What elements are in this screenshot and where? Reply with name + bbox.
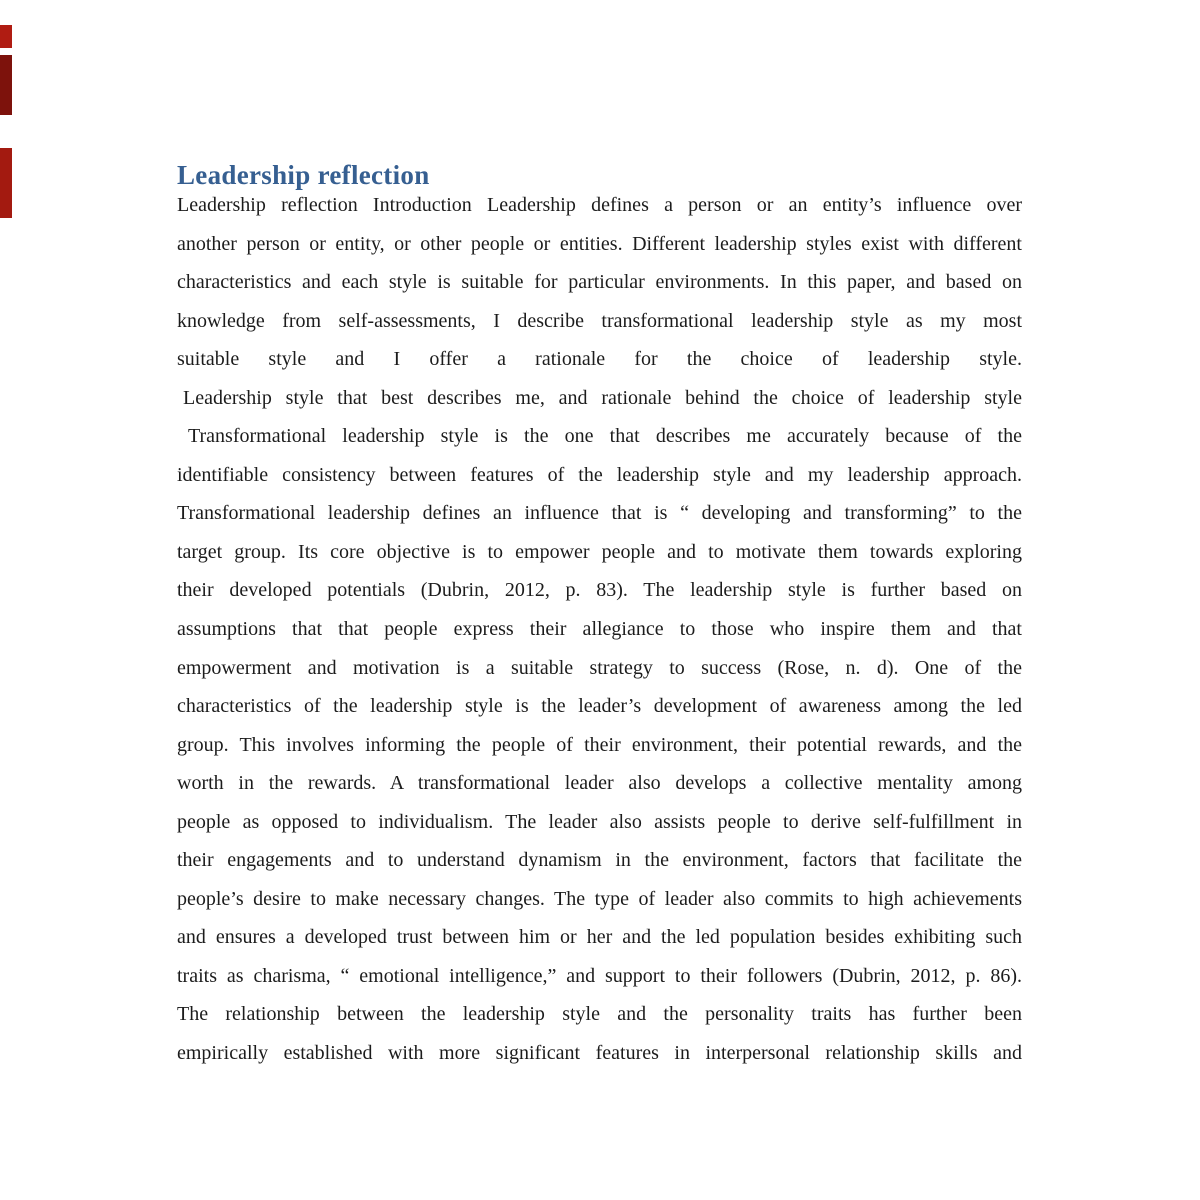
paragraph-line: identifiable consistency between features of the leadership style and my leadership approach.: [177, 463, 1022, 486]
paragraph-line: empirically established with more significant features in interpersonal relationship skills and: [177, 1042, 1022, 1065]
paragraph-line: worth in the rewards. A transformational leader also develops a collective mentality among: [177, 772, 1022, 795]
paragraph-line: Leadership reflection Introduction Leadership defines a person or an entity’s influence over: [177, 194, 1022, 216]
paragraph-line: and ensures a developed trust between him or her and the led population besides exhibiting such: [177, 926, 1022, 949]
paragraph-line: people as opposed to individualism. The leader also assists people to derive self-fulfillment in: [177, 810, 1022, 833]
paragraph-line: their engagements and to understand dynamism in the environment, factors that facilitate the: [177, 849, 1022, 872]
red-edge-mark: [0, 25, 12, 48]
paragraph-line: empowerment and motivation is a suitable strategy to success (Rose, n. d). One of the: [177, 656, 1022, 679]
paragraph-line: Transformational leadership defines an influence that is “ developing and transforming” to the: [177, 502, 1022, 525]
paragraph-line: assumptions that that people express their allegiance to those who inspire them and that: [177, 618, 1022, 641]
paragraph-line: The relationship between the leadership style and the personality traits has further been: [177, 1003, 1022, 1026]
paragraph-line: suitable style and I offer a rationale for the choice of leadership style.: [177, 348, 1022, 371]
paragraph-line: Leadership style that best describes me, and rationale behind the choice of leadership style: [183, 386, 1022, 409]
paragraph-line: characteristics of the leadership style is the leader’s development of awareness among the led: [177, 695, 1022, 718]
paragraph-line: group. This involves informing the people of their environment, their potential rewards, and the: [177, 733, 1022, 756]
paragraph-line: knowledge from self-assessments, I describe transformational leadership style as my most: [177, 309, 1022, 332]
paragraph-line: target group. Its core objective is to empower people and to motivate them towards exploring: [177, 540, 1022, 563]
paragraph-line: characteristics and each style is suitable for particular environments. In this paper, and based on: [177, 271, 1022, 294]
paragraph-line: traits as charisma, “ emotional intelligence,” and support to their followers (Dubrin, 2012, p. 86).: [177, 964, 1022, 987]
red-edge-mark: [0, 148, 12, 218]
page-title: Leadership reflection: [177, 160, 430, 191]
body-paragraph: [177, 186, 1022, 1073]
paragraph-line: another person or entity, or other people or entities. Different leadership styles exist with different: [177, 232, 1022, 255]
paragraph-line: Transformational leadership style is the one that describes me accurately because of the: [188, 425, 1022, 448]
paragraph-line: people’s desire to make necessary changes. The type of leader also commits to high achievements: [177, 887, 1022, 910]
paragraph-line: their developed potentials (Dubrin, 2012, p. 83). The leadership style is further based on: [177, 579, 1022, 602]
red-edge-mark: [0, 55, 12, 115]
